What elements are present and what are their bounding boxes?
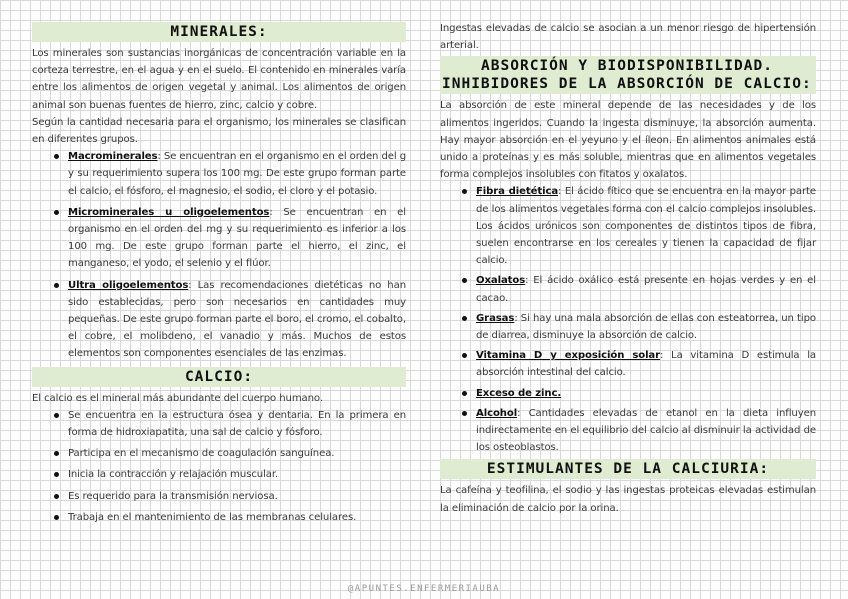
- minerales-intro: Los minerales son sustancias inorgánicas de concentración variable en la corteza terrestre, en el agua y en el suelo. El contenido en minerales varía entre los alimentos de origen vegetal y animal. Los alimentos de origen animal son buenas fuentes de hierro, zinc, calcio y cobre.: [32, 48, 406, 111]
- list-item: [68, 204, 406, 273]
- list-item-text: : Las recomendaciones dietéticas no han sido establecidas, pero son necesarios en cantidades muy pequeñas. De este grupo forman parte el boro, el cromo, el cobalto, el cobre, el molibdeno, el vanadio y más. Muchos de estos elementos son componentes esenciales de las enzimas.: [68, 279, 406, 360]
- footer-watermark: @APUNTES.ENFERMERIAUBA: [347, 584, 501, 594]
- list-item: Trabaja en el mantenimiento de las membranas celulares.: [68, 509, 406, 526]
- calcio-list: [32, 407, 406, 526]
- list-item-term: Ultra oligoelementos: [68, 279, 189, 291]
- list-item-term: Grasas: [476, 312, 515, 324]
- minerales-list: [32, 148, 406, 362]
- list-item: Es requerido para la transmisión nerviosa.: [68, 488, 406, 505]
- estimulantes-heading: ESTIMULANTES DE LA CALCIURIA:: [440, 459, 816, 479]
- absorcion-heading-line2: INHIBIDORES DE LA ABSORCIÓN DE CALCIO:: [442, 76, 812, 93]
- calcio-heading: CALCIO:: [32, 367, 406, 387]
- absorcion-heading-line1: ABSORCIÓN Y BIODISPONIBILIDAD.: [481, 58, 773, 75]
- minerales-heading: MINERALES:: [32, 22, 406, 42]
- list-item-text: : Cantidades elevadas de etanol en la dieta influyen indirectamente en el equilibrio del calcio al disminuir la actividad de los osteoblastos.: [476, 407, 816, 454]
- absorcion-intro: La absorción de este mineral depende de las necesidades y de los alimentos ingeridos. Cuando la ingesta disminuye, la absorción aumenta. Hay mayor absorción en el yeyuno y el íleon. En alimentos animales está unido a proteínas y es más soluble, mientras que en alimentos vegetales forma complejos insolubles con fitatos y oxalatos.: [440, 100, 816, 181]
- right-column: [440, 20, 816, 517]
- list-item: [68, 277, 406, 363]
- list-item: [476, 183, 816, 269]
- list-item-term: Fibra dietética: [476, 186, 559, 198]
- list-item: [68, 148, 406, 200]
- hipertension-text: Ingestas elevadas de calcio se asocian a un menor riesgo de hipertensión arterial.: [440, 23, 816, 52]
- list-item-text: : El ácido oxálico está presente en hojas verdes y en el cacao.: [476, 275, 816, 304]
- list-item: Participa en el mecanismo de coagulación sanguínea.: [68, 445, 406, 462]
- list-item: Se encuentra en la estructura ósea y dentaria. En la primera en forma de hidroxiapatita, una sal de calcio y fósforo.: [68, 407, 406, 441]
- list-item-text: : Se encuentran en el organismo en el orden del mg y su requerimiento es inferior a los 100 mg. De este grupo forman parte el hierro, el zinc, el manganeso, el yodo, el selenio y el flúor.: [68, 206, 406, 270]
- list-item-text: : Si hay una mala absorción de ellas con esteatorrea, un tipo de diarrea, disminuye la absorción de calcio.: [476, 312, 816, 342]
- absorcion-heading: [440, 56, 816, 94]
- list-item-term: Oxalatos: [476, 275, 526, 287]
- estimulantes-text: La cafeína y teofilina, el sodio y las ingestas proteicas elevadas estimulan la eliminación de calcio por la orina.: [440, 485, 816, 514]
- list-item: [476, 385, 816, 402]
- list-item: [476, 272, 816, 306]
- list-item-text: : La vitamina D estimula la absorción intestinal del calcio.: [476, 350, 817, 379]
- list-item: Inicia la contracción y relajación muscular.: [68, 466, 406, 483]
- list-item: [476, 347, 816, 381]
- list-item-text: : El ácido fítico que se encuentra en la mayor parte de los alimentos vegetales forma con el calcio complejos insolubles. Los ácidos urónicos son componentes de distintos tipos de fibra, suelen encontrarse en los cereales y tienen la capacidad de fijar calcio.: [476, 186, 816, 267]
- list-item: [476, 405, 816, 457]
- list-item-term: Alcohol: [476, 407, 518, 419]
- list-item-term: Microminerales u oligoelementos: [68, 206, 270, 218]
- left-column: [32, 20, 406, 530]
- list-item-term: Exceso de zinc.: [476, 387, 562, 399]
- list-item-text: : Se encuentran en el organismo en el orden del g y su requerimiento supera los 100 mg. De este grupo forman parte el calcio, el fósforo, el magnesio, el sodio, el cloro y el potasio.: [68, 151, 406, 197]
- calcio-intro: El calcio es el mineral más abundante del cuerpo humano.: [32, 392, 323, 404]
- minerales-groups-intro: Según la cantidad necesaria para el organismo, los minerales se clasifican en diferentes grupos.: [32, 116, 406, 146]
- list-item-term: Macrominerales: [68, 151, 158, 163]
- list-item-term: Vitamina D y exposición solar: [476, 350, 661, 362]
- inhibidores-list: [440, 183, 816, 456]
- list-item: [476, 310, 816, 344]
